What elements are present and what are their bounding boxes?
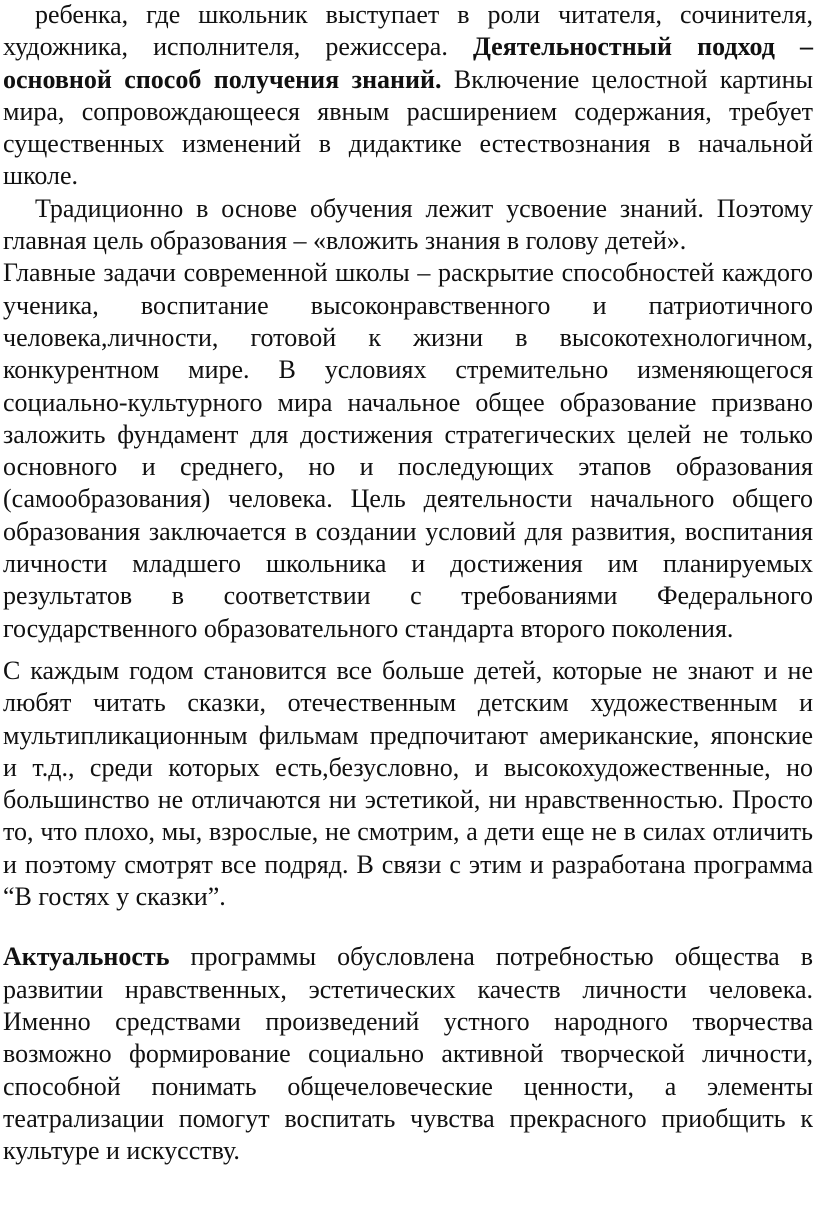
paragraph-text: ребенка, где школьник выступает в роли читателя, сочинителя, художника, исполнителя, режиссера. bbox=[3, 0, 813, 62]
paragraph-fairy-tales bbox=[3, 655, 813, 913]
paragraph-text: программы обусловлена потребностью общества в развитии нравственных, эстетических качеств личности человека. Именно средствами произведений устного народного творчества возможно формирование социально активной творческой личности, способной понимать общечеловеческие ценности, а элементы театрализации помогут воспитать чувства прекрасного приобщить к культуре и искусству. bbox=[3, 942, 813, 1166]
paragraph-text: Включение целостной картины мира, сопровождающееся явным расширением содержания, требует существенных изменений в дидактике естествознания в начальной школе. bbox=[3, 64, 813, 191]
paragraph-text: Главные задачи современной школы – раскрытие способностей каждого ученика, воспитание высоконравственного и патриотичного человека,личности, готовой к жизни в высокотехнологичном, конкурентном мире. В условиях стремительно изменяющегося социально-культурного мира начальное общее образование призвано заложить фундамент для достижения стратегических целей не только основного и среднего, но и последующих этапов образования (самообразования) человека. Цель деятельности начального общего образования заключается в создании условий для развития, воспитания личности младшего школьника и достижения им планируемых результатов в соответствии с требованиями Федерального государственного образовательного стандарта второго поколения. bbox=[3, 258, 813, 643]
paragraph-text: С каждым годом становится все больше детей, которые не знают и не любят читать сказки, отечественным детским художественным и мультипликационным фильмам предпочитают американские, японские и т.д., среди которых есть,безусловно, и высокохудожественные, но большинство не отличаются ни эстетикой, ни нравственностью. Просто то, что плохо, мы, взрослые, не смотрим, а дети еще не в силах отличить и поэтому смотрят все подряд. В связи с этим и разработана программа “В гостях у сказки”. bbox=[3, 655, 813, 912]
paragraph-school-goals bbox=[3, 257, 813, 645]
paragraph-relevance bbox=[3, 941, 813, 1167]
bold-phrase-activity-approach: Деятельностный подход – основной способ получения знаний. bbox=[3, 32, 813, 94]
bold-term-relevance: Актуальность bbox=[3, 942, 170, 972]
paragraph-traditional-learning bbox=[3, 193, 813, 258]
paragraph-text: Традиционно в основе обучения лежит усвоение знаний. Поэтому главная цель образования – «вложить знания в голову детей». bbox=[3, 193, 813, 256]
paragraph-activity-approach bbox=[3, 0, 813, 193]
